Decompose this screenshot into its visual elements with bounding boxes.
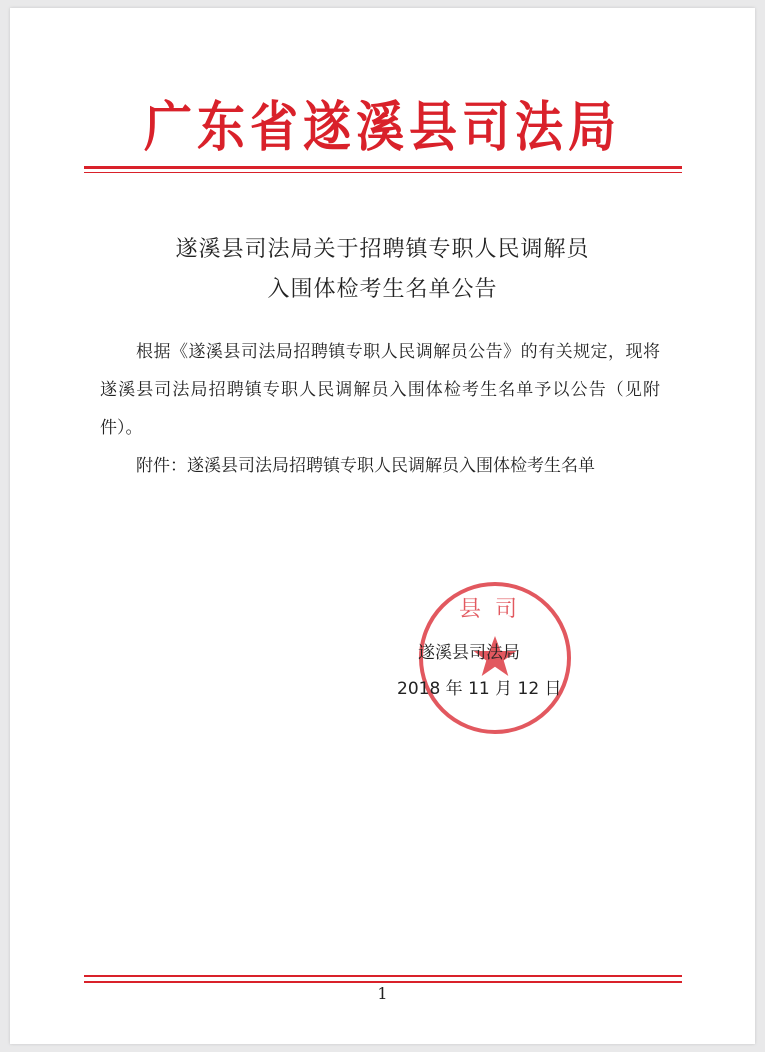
notice-paragraph: 根据《遂溪县司法局招聘镇专职人民调解员公告》的有关规定，现将遂溪县司法局招聘镇专职人民调解员入围体检考生名单予以公告（见附件）。 bbox=[100, 342, 660, 438]
page-number: 1 bbox=[377, 984, 388, 1003]
seal-text: 县司 bbox=[458, 597, 532, 622]
masthead-title: 广东省遂溪县司法局 bbox=[143, 96, 621, 159]
attachment-paragraph: 附件：遂溪县司法局招聘镇专职人民调解员入围体检考生名单 bbox=[136, 456, 595, 476]
footer-rule-top bbox=[84, 975, 682, 977]
footer-rule-bottom bbox=[84, 981, 682, 983]
notice-title-line2: 入围体检考生名单公告 bbox=[267, 277, 498, 302]
signature-date: 2018 年 11 月 12 日 bbox=[397, 679, 562, 699]
document-page bbox=[10, 8, 755, 1044]
notice-title-line1: 遂溪县司法局关于招聘镇专职人民调解员 bbox=[175, 237, 590, 262]
masthead-rule-thin bbox=[84, 172, 682, 173]
masthead-rule-thick bbox=[84, 166, 682, 169]
signature-organization: 遂溪县司法局 bbox=[418, 643, 520, 663]
